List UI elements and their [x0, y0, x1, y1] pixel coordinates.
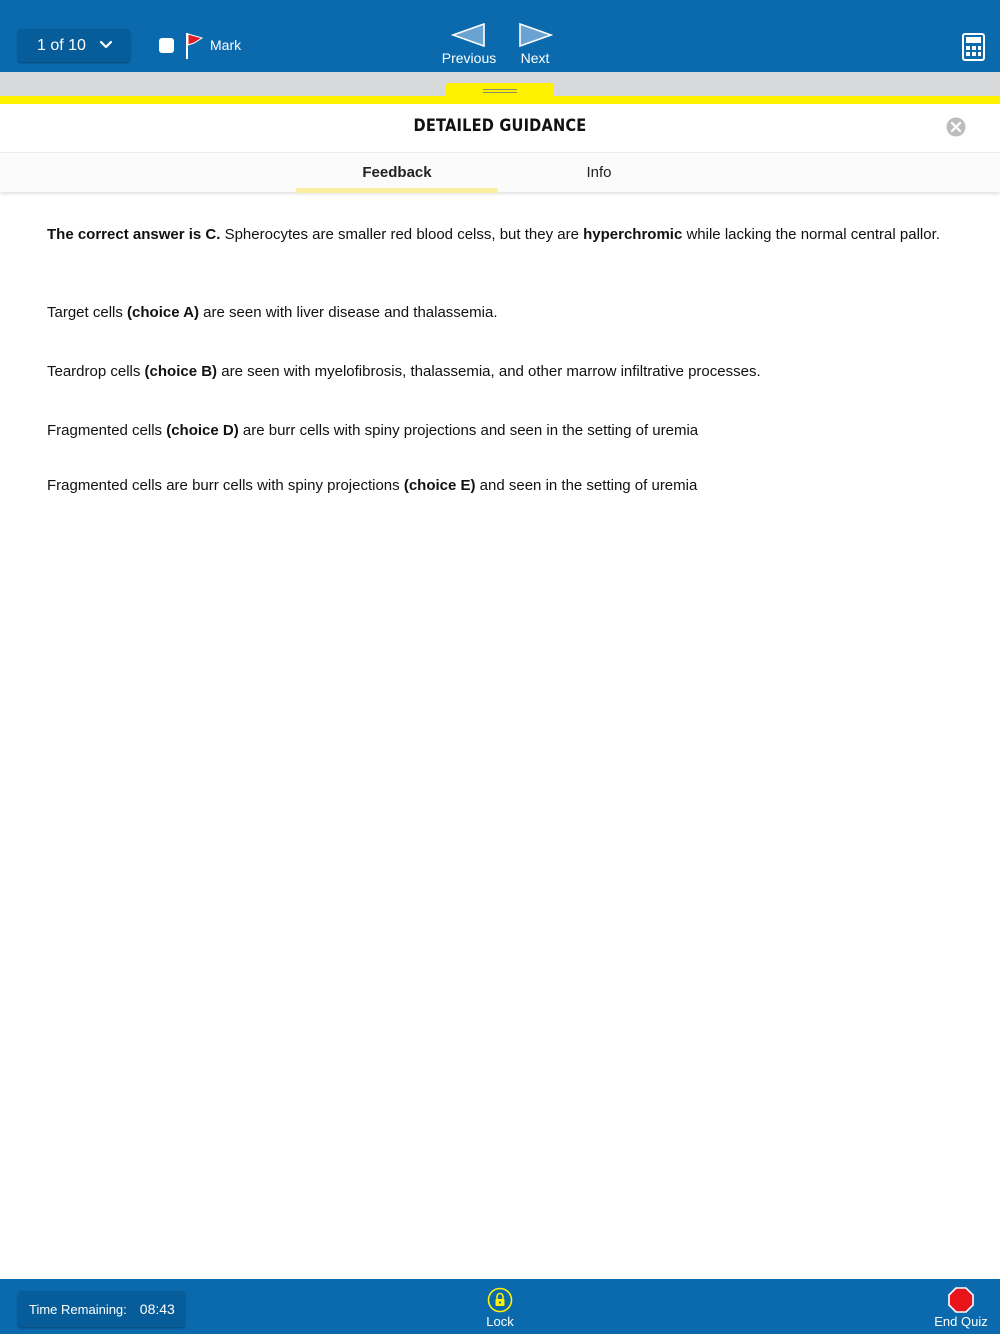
flag-icon [184, 31, 206, 61]
feedback-text-bold: (choice A) [127, 304, 199, 321]
tab-feedback[interactable]: Feedback [296, 153, 498, 193]
triangle-right-icon [517, 22, 553, 48]
feedback-text: are seen with liver disease and thalassemia. [199, 304, 498, 321]
question-selector[interactable] [18, 29, 130, 62]
time-remaining [18, 1291, 185, 1327]
previous-button[interactable] [439, 22, 499, 70]
end-quiz-button[interactable] [930, 1287, 992, 1331]
chevron-down-icon [99, 39, 113, 51]
feedback-text: and seen in the setting of uremia [475, 477, 698, 494]
calculator-icon[interactable] [962, 33, 985, 61]
feedback-text-bold: hyperchromic [583, 226, 683, 243]
tab-info[interactable]: Info [586, 164, 612, 181]
lock-label: Lock [486, 1314, 514, 1329]
next-button[interactable] [505, 22, 565, 70]
lock-icon [487, 1287, 513, 1313]
panel-title: DETAILED GUIDANCE [413, 116, 587, 136]
feedback-text-bold: The correct answer is C. [47, 226, 221, 243]
panel-highlight-bar [0, 96, 1000, 104]
panel-drag-handle[interactable] [446, 83, 554, 97]
bottom-toolbar [0, 1279, 1000, 1334]
time-remaining-value: 08:43 [139, 1301, 175, 1317]
feedback-paragraph [47, 300, 947, 325]
guidance-tabs [0, 152, 1000, 192]
feedback-paragraph [47, 359, 947, 384]
feedback-text: while lacking the normal central pallor. [682, 226, 940, 243]
question-selector-label: 1 of 10 [37, 36, 86, 54]
feedback-paragraph [47, 418, 947, 443]
feedback-paragraph [47, 222, 947, 247]
end-quiz-label: End Quiz [934, 1314, 988, 1329]
feedback-text-bold: (choice D) [166, 422, 239, 439]
feedback-text: Fragmented cells [47, 422, 167, 439]
next-label: Next [520, 50, 550, 66]
close-icon[interactable] [946, 117, 966, 137]
lock-button[interactable] [477, 1287, 523, 1331]
feedback-text: Spherocytes are smaller red blood celss, but they are [220, 226, 584, 243]
feedback-text-bold: (choice E) [403, 477, 476, 494]
feedback-text-bold: (choice B) [144, 363, 218, 380]
triangle-left-icon [451, 22, 487, 48]
feedback-text: Target cells [47, 304, 128, 321]
previous-label: Previous [441, 50, 497, 66]
feedback-text: are burr cells with spiny projections and seen in the setting of uremia [238, 422, 699, 439]
stop-octagon-icon [948, 1287, 974, 1313]
feedback-text: Teardrop cells [47, 363, 145, 380]
feedback-paragraph [47, 473, 947, 498]
top-toolbar [0, 0, 1000, 72]
feedback-text: are seen with myelofibrosis, thalassemia, and other marrow infiltrative processes. [217, 363, 761, 380]
time-remaining-label: Time Remaining: [29, 1301, 127, 1317]
mark-checkbox[interactable] [159, 38, 174, 53]
feedback-text: Fragmented cells are burr cells with spiny projections [47, 477, 404, 494]
mark-label[interactable]: Mark [210, 37, 242, 53]
